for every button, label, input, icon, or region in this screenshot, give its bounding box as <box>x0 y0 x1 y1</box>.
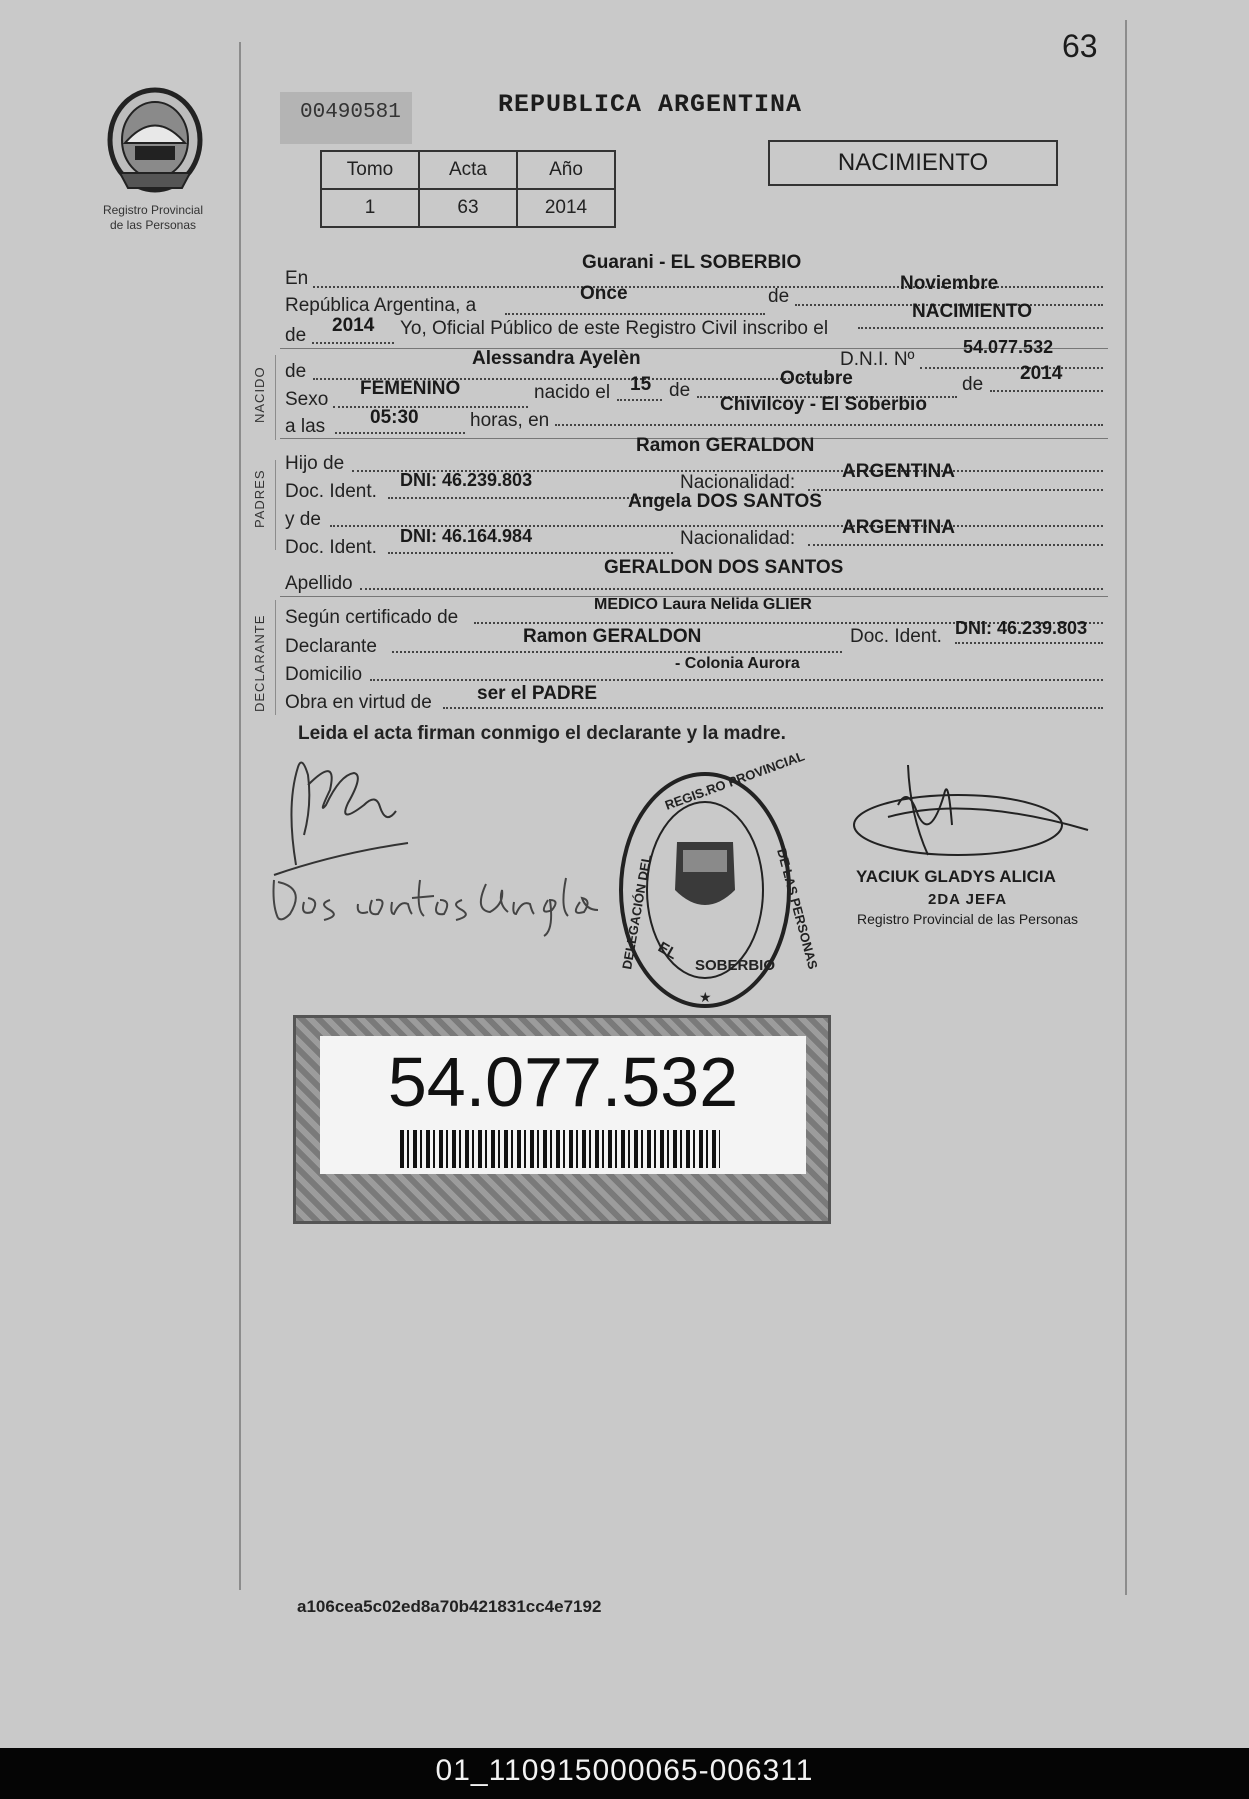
value-hora: 05:30 <box>370 407 419 428</box>
official-signature <box>848 755 1098 870</box>
official-name: YACIUK GLADYS ALICIA <box>856 867 1056 886</box>
section-bracket-nacido <box>275 355 276 440</box>
svg-text:DE LAS PERSONAS: DE LAS PERSONAS <box>774 846 821 971</box>
label-de: de <box>669 380 691 401</box>
label-a-las: a las <box>285 416 326 437</box>
dotted-line <box>990 390 1103 392</box>
table-cell-anio: 2014 <box>517 189 615 227</box>
section-label-declarante: DECLARANTE <box>252 614 267 712</box>
dni-sticker <box>293 1015 831 1224</box>
label-republica: República Argentina, a <box>285 295 477 316</box>
logo-caption <box>88 203 218 233</box>
value-madre: Angela DOS SANTOS <box>628 491 822 512</box>
value-nacido-mes: Octubre <box>780 368 853 389</box>
value-domicilio: - Colonia Aurora <box>675 655 800 672</box>
serial-number: 00490581 <box>300 101 401 124</box>
dotted-line <box>370 679 1103 681</box>
value-nombre: Alessandra Ayelèn <box>472 348 641 369</box>
label-dni: D.N.I. Nº <box>840 349 915 370</box>
value-dni: 54.077.532 <box>963 337 1054 357</box>
table-header-acta: Acta <box>419 151 517 189</box>
value-sexo: FEMENINO <box>360 378 461 399</box>
label-de: de <box>285 325 307 346</box>
dotted-line <box>333 406 528 408</box>
official-title: 2DA JEFA <box>928 891 1008 908</box>
label-de: de <box>962 374 984 395</box>
label-nacionalidad: Nacionalidad: <box>680 472 796 493</box>
official-stamp <box>617 748 821 1010</box>
label-inscribo: Yo, Oficial Público de este Registro Civil inscribo el <box>400 318 829 339</box>
section-label-padres: PADRES <box>252 469 267 528</box>
dotted-line <box>808 544 1103 546</box>
label-en: En <box>285 268 309 289</box>
logo-caption-line2: de las Personas <box>109 218 197 232</box>
label-doc-ident: Doc. Ident. <box>850 626 942 647</box>
label-domicilio: Domicilio <box>285 664 363 685</box>
value-doc-padre: DNI: 46.239.803 <box>400 470 533 490</box>
label-apellido: Apellido <box>285 573 353 594</box>
dotted-line <box>443 707 1103 709</box>
value-nacido-anio: 2014 <box>1020 363 1063 384</box>
svg-text:SOBERBIO: SOBERBIO <box>695 957 776 974</box>
svg-text:REGIS.RO PROVINCIAL: REGIS.RO PROVINCIAL <box>662 748 807 813</box>
value-tipo-inscripcion: NACIMIENTO <box>912 301 1032 322</box>
label-horas-en: horas, en <box>470 410 550 431</box>
table-cell-tomo: 1 <box>321 189 419 227</box>
section-bracket-declarante <box>275 600 276 715</box>
official-office: Registro Provincial de las Personas <box>857 911 1078 927</box>
svg-text:★: ★ <box>699 989 712 1005</box>
label-sexo: Sexo <box>285 389 329 410</box>
right-margin-line <box>1125 20 1127 1595</box>
section-bracket-padres <box>275 460 276 550</box>
value-mes: Noviembre <box>900 273 999 294</box>
value-certificado: MEDICO Laura Nelida GLIER <box>594 596 812 613</box>
dotted-line <box>617 399 662 401</box>
provincial-seal-icon <box>100 88 210 198</box>
value-anio-inscripcion: 2014 <box>332 315 375 336</box>
dotted-line <box>808 489 1103 491</box>
value-lugar-inscripcion: Guarani - EL SOBERBIO <box>582 252 802 273</box>
value-obra: ser el PADRE <box>477 683 598 704</box>
dotted-line <box>955 642 1103 644</box>
value-nacionalidad-madre: ARGENTINA <box>842 517 955 538</box>
value-apellido: GERALDON DOS SANTOS <box>604 557 844 578</box>
record-table <box>320 150 616 228</box>
section-label-nacido: NACIDO <box>252 366 267 423</box>
dotted-line <box>392 651 842 653</box>
label-y-de: y de <box>285 509 321 530</box>
dotted-line <box>335 432 465 434</box>
value-nacido-dia: 15 <box>630 374 652 395</box>
table-header-anio: Año <box>517 151 615 189</box>
label-de: de <box>768 286 790 307</box>
barcode <box>400 1130 720 1168</box>
dotted-line <box>312 342 394 344</box>
record-type-box: NACIMIENTO <box>768 140 1058 186</box>
dni-sticker-label <box>320 1036 806 1174</box>
dotted-line <box>858 327 1103 329</box>
value-nacionalidad-padre: ARGENTINA <box>842 461 955 482</box>
closing-statement: Leida el acta firman conmigo el declarante y la madre. <box>298 723 786 744</box>
dotted-line <box>388 552 673 554</box>
label-de: de <box>285 361 307 382</box>
dotted-line <box>555 424 1103 426</box>
logo-caption-line1: Registro Provincial <box>102 203 204 217</box>
label-nacionalidad: Nacionalidad: <box>680 528 796 549</box>
dotted-line <box>920 367 1103 369</box>
table-header-tomo: Tomo <box>321 151 419 189</box>
page-title: REPUBLICA ARGENTINA <box>498 90 803 119</box>
value-declarante: Ramon GERALDON <box>523 626 702 647</box>
value-dia: Once <box>580 283 628 304</box>
page-number: 63 <box>1062 28 1098 64</box>
handwritten-mother-signature <box>268 860 618 940</box>
label-segun-certificado: Según certificado de <box>285 607 459 628</box>
value-padre: Ramon GERALDON <box>636 435 815 456</box>
svg-text:EL: EL <box>655 938 681 964</box>
label-nacido-el: nacido el <box>534 382 611 403</box>
svg-text:DELEGACIÓN DEL: DELEGACIÓN DEL <box>619 853 655 971</box>
dni-sticker-number: 54.077.532 <box>387 1043 739 1121</box>
label-obra-en-virtud: Obra en virtud de <box>285 692 432 713</box>
label-declarante: Declarante <box>285 636 377 657</box>
dotted-line <box>505 313 765 315</box>
document-hash: a106cea5c02ed8a70b421831cc4e7192 <box>297 1597 602 1616</box>
value-doc-declarante: DNI: 46.239.803 <box>955 618 1088 638</box>
dotted-line <box>360 588 1103 590</box>
label-hijo-de: Hijo de <box>285 453 345 474</box>
label-doc-ident: Doc. Ident. <box>285 481 377 502</box>
value-doc-madre: DNI: 46.164.984 <box>400 526 533 546</box>
footer-id: 01_110915000065-006311 <box>435 1754 814 1787</box>
table-cell-acta: 63 <box>419 189 517 227</box>
label-doc-ident: Doc. Ident. <box>285 537 377 558</box>
value-lugar-nacimiento: Chivilcoy - El Soberbio <box>720 394 927 415</box>
left-margin-line <box>239 42 241 1590</box>
